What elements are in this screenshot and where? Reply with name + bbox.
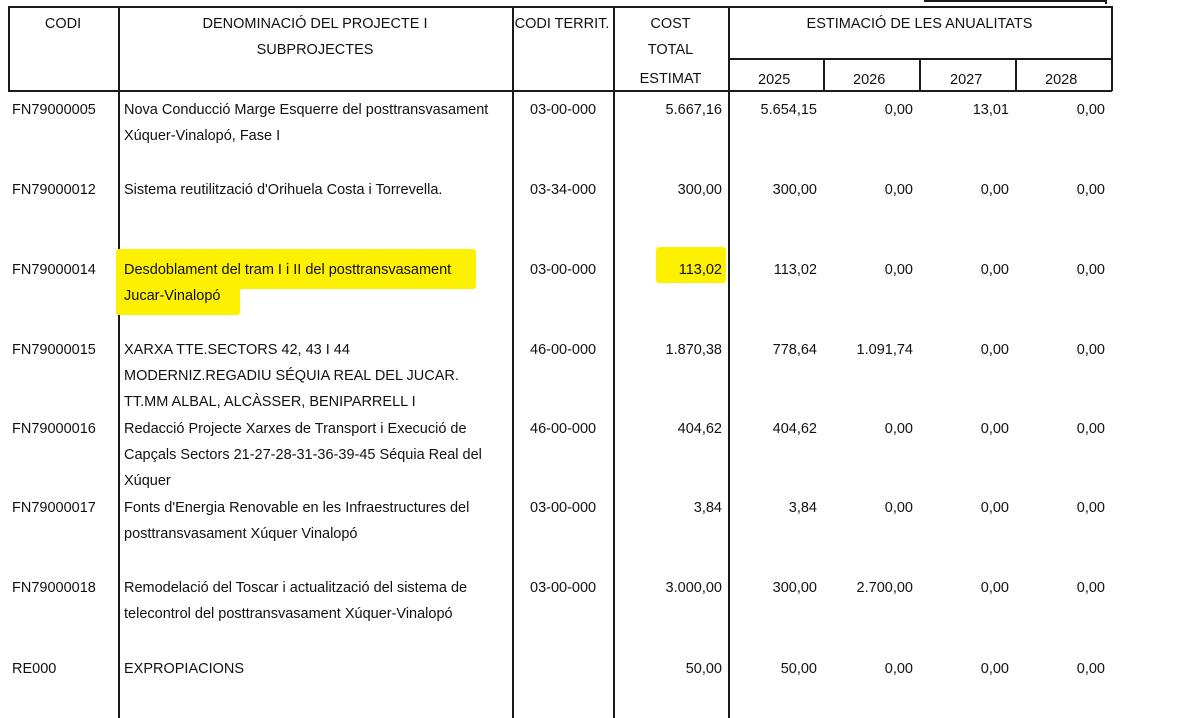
- row-year-2028: 0,00: [1076, 182, 1105, 198]
- row-year-2025: 5.654,15: [760, 102, 817, 118]
- row-cost-total: 300,00: [677, 182, 722, 198]
- col-border: [512, 6, 514, 718]
- row-codi-territ: 03-00-000: [530, 580, 597, 596]
- row-cost-total: 5.667,16: [665, 102, 722, 118]
- row-codi: RE000: [12, 661, 57, 677]
- row-year-2027: 0,00: [980, 580, 1009, 596]
- row-year-2027: 0,00: [980, 500, 1009, 516]
- row-description: Remodelació del Toscar i actualització del sistema de telecontrol del posttransvasament Xúquer-Vinalopó: [124, 580, 468, 622]
- row-codi: FN79000015: [12, 342, 96, 358]
- row-year-2026: 0,00: [884, 500, 913, 516]
- row-description: Sistema reutilització d'Orihuela Costa i Torrevella.: [124, 182, 443, 198]
- row-year-2026: 1.091,74: [856, 342, 913, 358]
- col-border: [1111, 6, 1113, 91]
- header-cost-2: TOTAL: [647, 42, 694, 58]
- col-border: [823, 58, 825, 91]
- row-cost-total: 50,00: [685, 661, 722, 677]
- row-codi-territ: 46-00-000: [530, 421, 597, 437]
- row-description: Nova Conducció Marge Esquerre del posttransvasament Xúquer-Vinalopó, Fase I: [124, 102, 489, 144]
- row-description: Redacció Projecte Xarxes de Transport i Execució de Capçals Sectors 21-27-28-31-36-39-45 Séquia Real del Xúquer: [124, 421, 482, 489]
- row-codi-territ: 03-34-000: [530, 182, 597, 198]
- col-border: [919, 58, 921, 91]
- row-year-2028: 0,00: [1076, 342, 1105, 358]
- row-description: Fonts d'Energia Renovable en les Infraestructures del posttransvasament Xúquer Vinalopó: [124, 500, 470, 542]
- row-codi: FN79000017: [12, 500, 96, 516]
- row-year-2025: 300,00: [772, 182, 817, 198]
- row-year-2028: 0,00: [1076, 102, 1105, 118]
- row-cost-total: 1.870,38: [665, 342, 722, 358]
- row-cost-total: 404,62: [677, 421, 722, 437]
- header-year-2027: 2027: [950, 72, 983, 88]
- header-denominacio-2: SUBPROJECTES: [256, 42, 374, 58]
- row-description: XARXA TTE.SECTORS 42, 43 I 44 MODERNIZ.REGADIU SÉQUIA REAL DEL JUCAR. TT.MM ALBAL, ALCÀSSER, BENIPARRELL I: [124, 342, 459, 410]
- header-bottom-border: [8, 90, 1112, 92]
- header-year-2026: 2026: [853, 72, 886, 88]
- top-bracket-line: [924, 0, 1106, 2]
- row-description: Desdoblament del tram I i II del posttransvasament Jucar-Vinalopó: [124, 262, 452, 304]
- header-codi-territ: CODI TERRIT.: [514, 16, 610, 32]
- row-codi-territ: 03-00-000: [530, 500, 597, 516]
- header-top-border: [8, 6, 1112, 8]
- row-codi: FN79000018: [12, 580, 96, 596]
- header-cost-1: COST: [650, 16, 691, 32]
- row-year-2028: 0,00: [1076, 262, 1105, 278]
- header-denominacio-1: DENOMINACIÓ DEL PROJECTE I: [202, 16, 428, 32]
- header-year-2025: 2025: [758, 72, 791, 88]
- row-year-2026: 0,00: [884, 102, 913, 118]
- row-year-2028: 0,00: [1076, 421, 1105, 437]
- header-year-2028: 2028: [1045, 72, 1078, 88]
- row-year-2026: 0,00: [884, 661, 913, 677]
- row-year-2025: 50,00: [780, 661, 817, 677]
- row-codi: FN79000005: [12, 102, 96, 118]
- row-year-2028: 0,00: [1076, 661, 1105, 677]
- row-codi-territ: 46-00-000: [530, 342, 597, 358]
- header-estimacio: ESTIMACIÓ DE LES ANUALITATS: [806, 16, 1033, 32]
- row-codi: FN79000012: [12, 182, 96, 198]
- row-year-2028: 0,00: [1076, 500, 1105, 516]
- row-year-2025: 300,00: [772, 580, 817, 596]
- row-year-2025: 778,64: [772, 342, 817, 358]
- row-year-2027: 13,01: [972, 102, 1009, 118]
- row-year-2025: 3,84: [788, 500, 817, 516]
- row-year-2026: 0,00: [884, 262, 913, 278]
- row-year-2026: 0,00: [884, 182, 913, 198]
- row-year-2028: 0,00: [1076, 580, 1105, 596]
- col-border: [613, 6, 615, 718]
- row-year-2025: 113,02: [773, 262, 817, 278]
- row-cost-total: 3,84: [693, 500, 722, 516]
- top-bracket-tick: [1105, 0, 1107, 4]
- row-codi: FN79000016: [12, 421, 96, 437]
- header-codi: CODI: [44, 16, 82, 32]
- row-cost-total: 113,02: [678, 262, 722, 278]
- header-cost-3: ESTIMAT: [639, 71, 702, 87]
- row-year-2027: 0,00: [980, 661, 1009, 677]
- row-cost-total: 3.000,00: [665, 580, 722, 596]
- row-year-2027: 0,00: [980, 182, 1009, 198]
- row-year-2026: 0,00: [884, 421, 913, 437]
- row-year-2027: 0,00: [980, 342, 1009, 358]
- row-year-2025: 404,62: [772, 421, 817, 437]
- row-year-2027: 0,00: [980, 421, 1009, 437]
- col-border: [1015, 58, 1017, 91]
- row-codi-territ: 03-00-000: [530, 262, 597, 278]
- row-codi-territ: 03-00-000: [530, 102, 597, 118]
- row-description: EXPROPIACIONS: [124, 661, 245, 677]
- row-year-2026: 2.700,00: [856, 580, 913, 596]
- col-border: [118, 6, 120, 718]
- row-year-2027: 0,00: [980, 262, 1009, 278]
- row-codi: FN79000014: [12, 262, 96, 278]
